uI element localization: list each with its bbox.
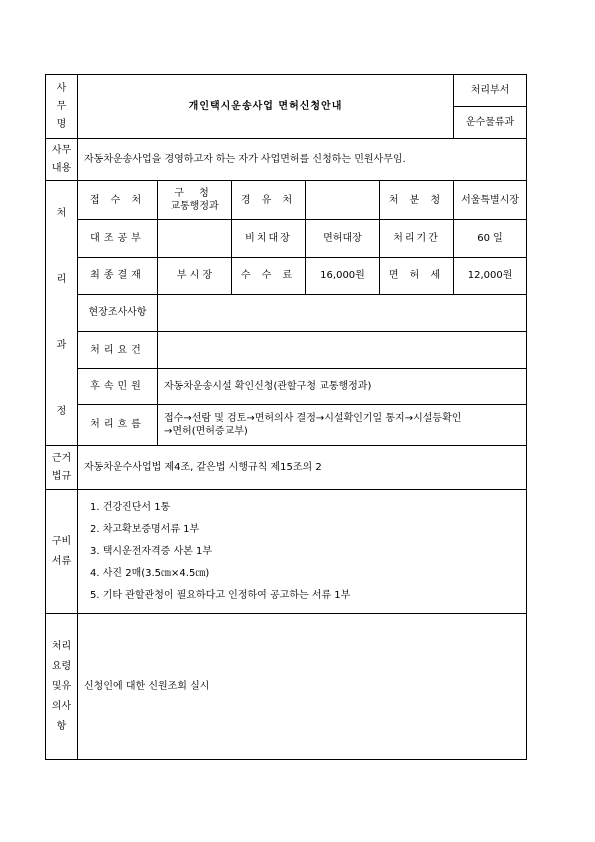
process-flow-line-1: 접수→선람 및 검토→면허의사 결정→시설확인기일 통지→시설등확인 <box>164 412 462 424</box>
document-item: 5. 기타 관할관청이 필요하다고 인정하여 공고하는 서류 1부 <box>90 589 351 601</box>
document-item: 3. 택시운전자격증 사본 1부 <box>90 545 213 557</box>
license-tax-label: 면 허 세 <box>380 257 454 294</box>
book-value: 면허대장 <box>306 220 380 257</box>
document-item: 4. 사진 2매(3.5㎝×4.5㎝) <box>90 567 210 579</box>
dept-value: 운수물류과 <box>454 107 527 139</box>
requirements-value <box>158 332 527 369</box>
requirements-label: 처리요건 <box>78 332 158 369</box>
notes-label: 처리요령및유의사항 <box>46 614 78 760</box>
notes-text: 신청인에 대한 신원조회 실시 <box>78 614 527 760</box>
process-flow-label: 처리흐름 <box>78 404 158 445</box>
application-guide-form <box>45 74 527 760</box>
receive-value <box>158 181 232 220</box>
via-value <box>306 181 380 220</box>
receive-label: 접 수 처 <box>78 181 158 220</box>
receive-value-bottom: 교통행정과 <box>170 201 219 213</box>
period-value: 60 일 <box>454 220 527 257</box>
dispose-value: 서울특별시장 <box>454 181 527 220</box>
document-title: 개인택시운송사업 면허신청안내 <box>78 75 454 139</box>
content-text: 자동차운송사업을 경영하고자 하는 자가 사업면허를 신청하는 민원사무임. <box>78 139 527 181</box>
final-approval-label: 최종결재 <box>78 257 158 294</box>
dept-label: 처리부서 <box>454 75 527 107</box>
final-approval-value: 부 시 장 <box>158 257 232 294</box>
fee-label: 수 수 료 <box>232 257 306 294</box>
process-flow-line-2: →면허(면허증교부) <box>164 425 248 437</box>
follow-up-label: 후속민원 <box>78 369 158 404</box>
dispose-label: 처 분 청 <box>380 181 454 220</box>
site-inspection-label: 현장조사사항 <box>78 294 158 331</box>
document-item: 1. 건강진단서 1통 <box>90 501 171 513</box>
license-tax-value: 12,000원 <box>454 257 527 294</box>
ledger-label: 대조공부 <box>78 220 158 257</box>
follow-up-value: 자동차운송시설 확인신청(관할구청 교통행정과) <box>158 369 527 404</box>
site-inspection-value <box>158 294 527 331</box>
via-label: 경 유 처 <box>232 181 306 220</box>
period-label: 처리기간 <box>380 220 454 257</box>
process-label: 처리과정 <box>46 181 78 446</box>
office-name-label: 사무명 <box>46 75 78 139</box>
ledger-value <box>158 220 232 257</box>
documents-list <box>78 490 527 614</box>
content-label: 사무내용 <box>46 139 78 181</box>
receive-value-top: 구 청 <box>174 188 215 200</box>
document-item: 2. 차고확보증명서류 1부 <box>90 523 200 535</box>
process-flow-value <box>158 404 527 445</box>
law-text: 자동차운수사업법 제4조, 같은법 시행규칙 제15조의 2 <box>78 446 527 490</box>
documents-label: 구비서류 <box>46 490 78 614</box>
law-label: 근거법규 <box>46 446 78 490</box>
book-label: 비치대장 <box>232 220 306 257</box>
fee-value: 16,000원 <box>306 257 380 294</box>
